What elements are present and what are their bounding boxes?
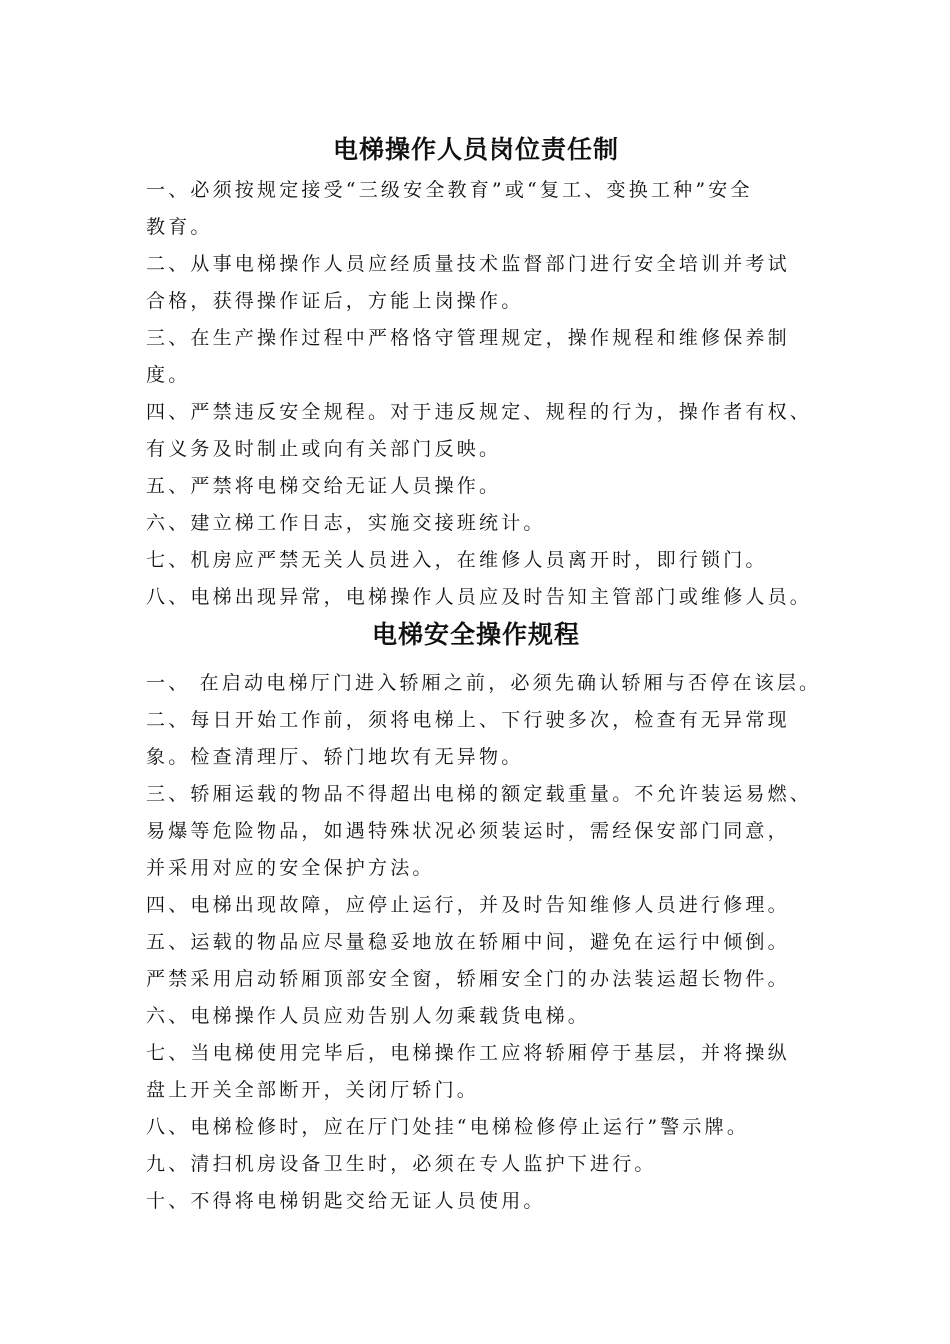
item-text-line: 教育。 <box>146 216 213 238</box>
item-text-line: 八、电梯检修时，应在厅门处挂“电梯检修停止运行”警示牌。 <box>146 1116 750 1138</box>
list-item <box>146 468 826 505</box>
item-text-line: 五、运载的物品应尽量稳妥地放在轿厢中间，避免在运行中倾倒。 <box>146 931 790 953</box>
section-title: 电梯安全操作规程 <box>371 620 580 649</box>
item-text-line: 五、严禁将电梯交给无证人员操作。 <box>146 475 502 497</box>
item-text-line: 易爆等危险物品，如遇特殊状况必须装运时，需经保安部门同意， <box>146 820 790 842</box>
item-text-line: 并采用对应的安全保护方法。 <box>146 857 435 879</box>
item-text-line: 二、从事电梯操作人员应经质量技术监督部门进行安全培训并考试 <box>146 253 790 275</box>
item-text-line: 二、每日开始工作前，须将电梯上、下行驶多次，检查有无异常现 <box>146 709 790 731</box>
item-text-line: 八、电梯出现异常，电梯操作人员应及时告知主管部门或维修人员。 <box>146 586 813 608</box>
item-text-line: 六、电梯操作人员应劝告别人勿乘载货电梯。 <box>146 1005 591 1027</box>
responsibility-list <box>146 172 826 616</box>
item-text-line: 九、清扫机房设备卫生时，必须在专人监护下进行。 <box>146 1153 657 1175</box>
list-item <box>146 887 826 924</box>
item-text-line: 七、当电梯使用完毕后，电梯操作工应将轿厢停于基层，并将操纵 <box>146 1042 790 1064</box>
list-item <box>146 1146 826 1183</box>
list-item <box>146 579 826 616</box>
list-item <box>146 924 826 998</box>
item-text-line: 严禁采用启动轿厢顶部安全窗，轿厢安全门的办法装运超长物件。 <box>146 968 790 990</box>
item-text-line: 合格，获得操作证后，方能上岗操作。 <box>146 290 524 312</box>
procedure-list <box>146 665 826 1220</box>
list-item <box>146 505 826 542</box>
item-text-line: 十、不得将电梯钥匙交给无证人员使用。 <box>146 1190 546 1212</box>
item-text-line: 七、机房应严禁无关人员进入，在维修人员离开时，即行锁门。 <box>146 549 768 571</box>
section-title: 电梯操作人员岗位责任制 <box>332 135 619 164</box>
item-text-line: 四、电梯出现故障，应停止运行，并及时告知维修人员进行修理。 <box>146 894 790 916</box>
item-text-line: 象。检查清理厅、轿门地坎有无异物。 <box>146 746 524 768</box>
item-text-line: 一、必须按规定接受“三级安全教育”或“复工、变换工种”安全 <box>146 179 753 201</box>
list-item <box>146 320 826 394</box>
list-item <box>146 702 826 776</box>
item-text-line: 三、轿厢运载的物品不得超出电梯的额定载重量。不允许装运易燃、 <box>146 783 813 805</box>
list-item <box>146 246 826 320</box>
list-item <box>146 1109 826 1146</box>
list-item <box>146 665 826 702</box>
list-item <box>146 542 826 579</box>
item-text-line: 六、建立梯工作日志，实施交接班统计。 <box>146 512 546 534</box>
list-item <box>146 998 826 1035</box>
list-item <box>146 394 826 468</box>
list-item <box>146 1183 826 1220</box>
item-text-line: 度。 <box>146 364 191 386</box>
section-safety-procedures <box>146 617 826 1220</box>
list-item <box>146 776 826 887</box>
item-text-line: 有义务及时制止或向有关部门反映。 <box>146 438 502 460</box>
list-item <box>146 1035 826 1109</box>
section-job-responsibility <box>146 132 826 616</box>
item-text-line: 盘上开关全部断开，关闭厅轿门。 <box>146 1079 480 1101</box>
item-text-line: 一、 在启动电梯厅门进入轿厢之前，必须先确认轿厢与否停在该层。 <box>146 672 822 694</box>
item-text-line: 四、严禁违反安全规程。对于违反规定、规程的行为，操作者有权、 <box>146 401 813 423</box>
item-text-line: 三、在生产操作过程中严格恪守管理规定，操作规程和维修保养制 <box>146 327 790 349</box>
list-item <box>146 172 826 246</box>
